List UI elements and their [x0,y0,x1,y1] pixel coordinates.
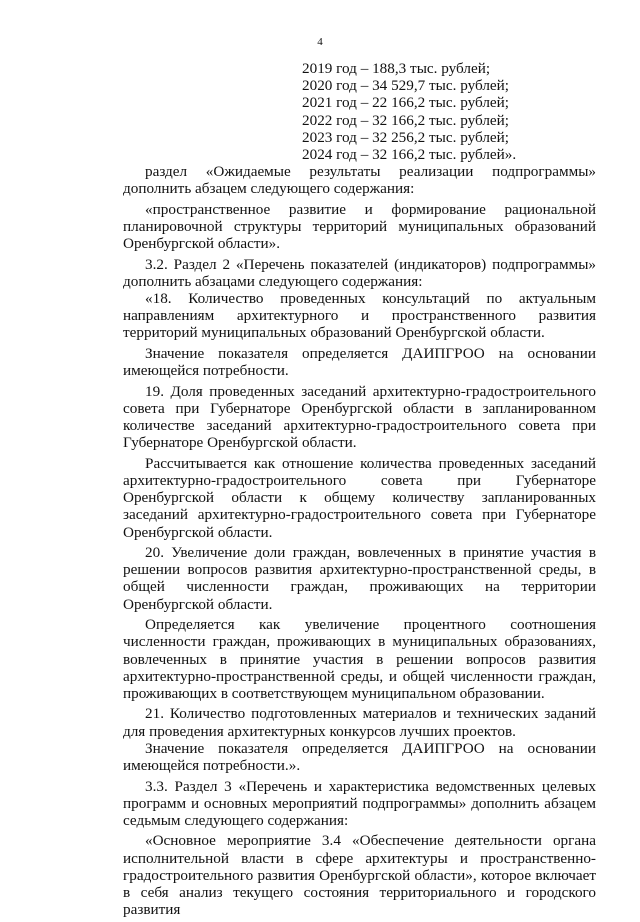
funding-line-2024: 2024 год – 32 166,2 тыс. рублей». [302,146,517,164]
paragraph-indicator-18-value: Значение показателя определяется ДАИПГРОО на основании имеющейся потребности. [123,344,596,380]
paragraph-expected-results: раздел «Ожидаемые результаты реализации подпрограммы» дополнить абзацем следующего содержания: [123,163,596,198]
paragraph-main-activity-3-4: «Основное мероприятие 3.4 «Обеспечение деятельности органа исполнительной власти в сфере архитектуры и пространственно-градостроительного развития Оренбургской области», которое включает в себя анализ текущего состояния территориального и городского развития [123,832,596,919]
paragraph-indicator-20: 20. Увеличение доли граждан, вовлеченных в принятие участия в решении вопросов развития архитектурно-пространственной среды, в общей численности граждан, проживающих на территории Оренбургской области. [123,544,596,613]
page-number: 4 [317,36,323,48]
paragraph-indicator-19-calculation: Рассчитывается как отношение количества проведенных заседаний архитектурно-градостроительного совета при Губернаторе Оренбургской области к общему количеству запланированных заседаний архитектурно-градостроительного совета при Губернаторе Оренбургской области. [123,454,596,541]
paragraph-indicator-18: «18. Количество проведенных консультаций по актуальным направлениям архитектурного и пространственного развития территорий муниципальных образований Оренбургской области. [123,290,596,342]
paragraph-indicator-19: 19. Доля проведенных заседаний архитектурно-градостроительного совета при Губернаторе Оренбургской области в запланированном количестве заседаний архитектурно-градостроительного совета при Губернаторе Оренбургской области. [123,382,596,452]
document-body [123,163,596,922]
funding-line-2020: 2020 год – 34 529,7 тыс. рублей; [302,77,510,95]
paragraph-section-3-2: 3.2. Раздел 2 «Перечень показателей (индикаторов) подпрограммы» дополнить абзацами следующего содержания: [123,255,596,290]
funding-by-year-list [302,60,516,163]
paragraph-indicator-20-definition: Определяется как увеличение процентного соотношения численности граждан, проживающих в муниципальных образованиях, вовлеченных в принятие участия в решении вопросов развития архитектурно-пространственной среды, и общей численности граждан, проживающих в соответствующем муниципальном образовании. [123,616,596,702]
funding-line-2019: 2019 год – 188,3 тыс. рублей; [302,60,491,77]
paragraph-spatial-development-quote: «пространственное развитие и формирование рациональной планировочной структуры территорий муниципальных образований Оренбургской области». [123,200,596,253]
paragraph-indicator-21: 21. Количество подготовленных материалов и технических заданий для проведения архитектурных конкурсов лучших проектов. [123,705,596,740]
funding-line-2021: 2021 год – 22 166,2 тыс. рублей; [302,94,510,112]
paragraph-indicator-21-value: Значение показателя определяется ДАИПГРОО на основании имеющейся потребности.». [123,739,596,775]
paragraph-section-3-3: 3.3. Раздел 3 «Перечень и характеристика ведомственных целевых программ и основных мероприятий подпрограммы» дополнить абзацем седьмым следующего содержания: [123,777,596,829]
funding-line-2023: 2023 год – 32 256,2 тыс. рублей; [302,128,510,146]
funding-line-2022: 2022 год – 32 166,2 тыс. рублей; [302,111,510,129]
